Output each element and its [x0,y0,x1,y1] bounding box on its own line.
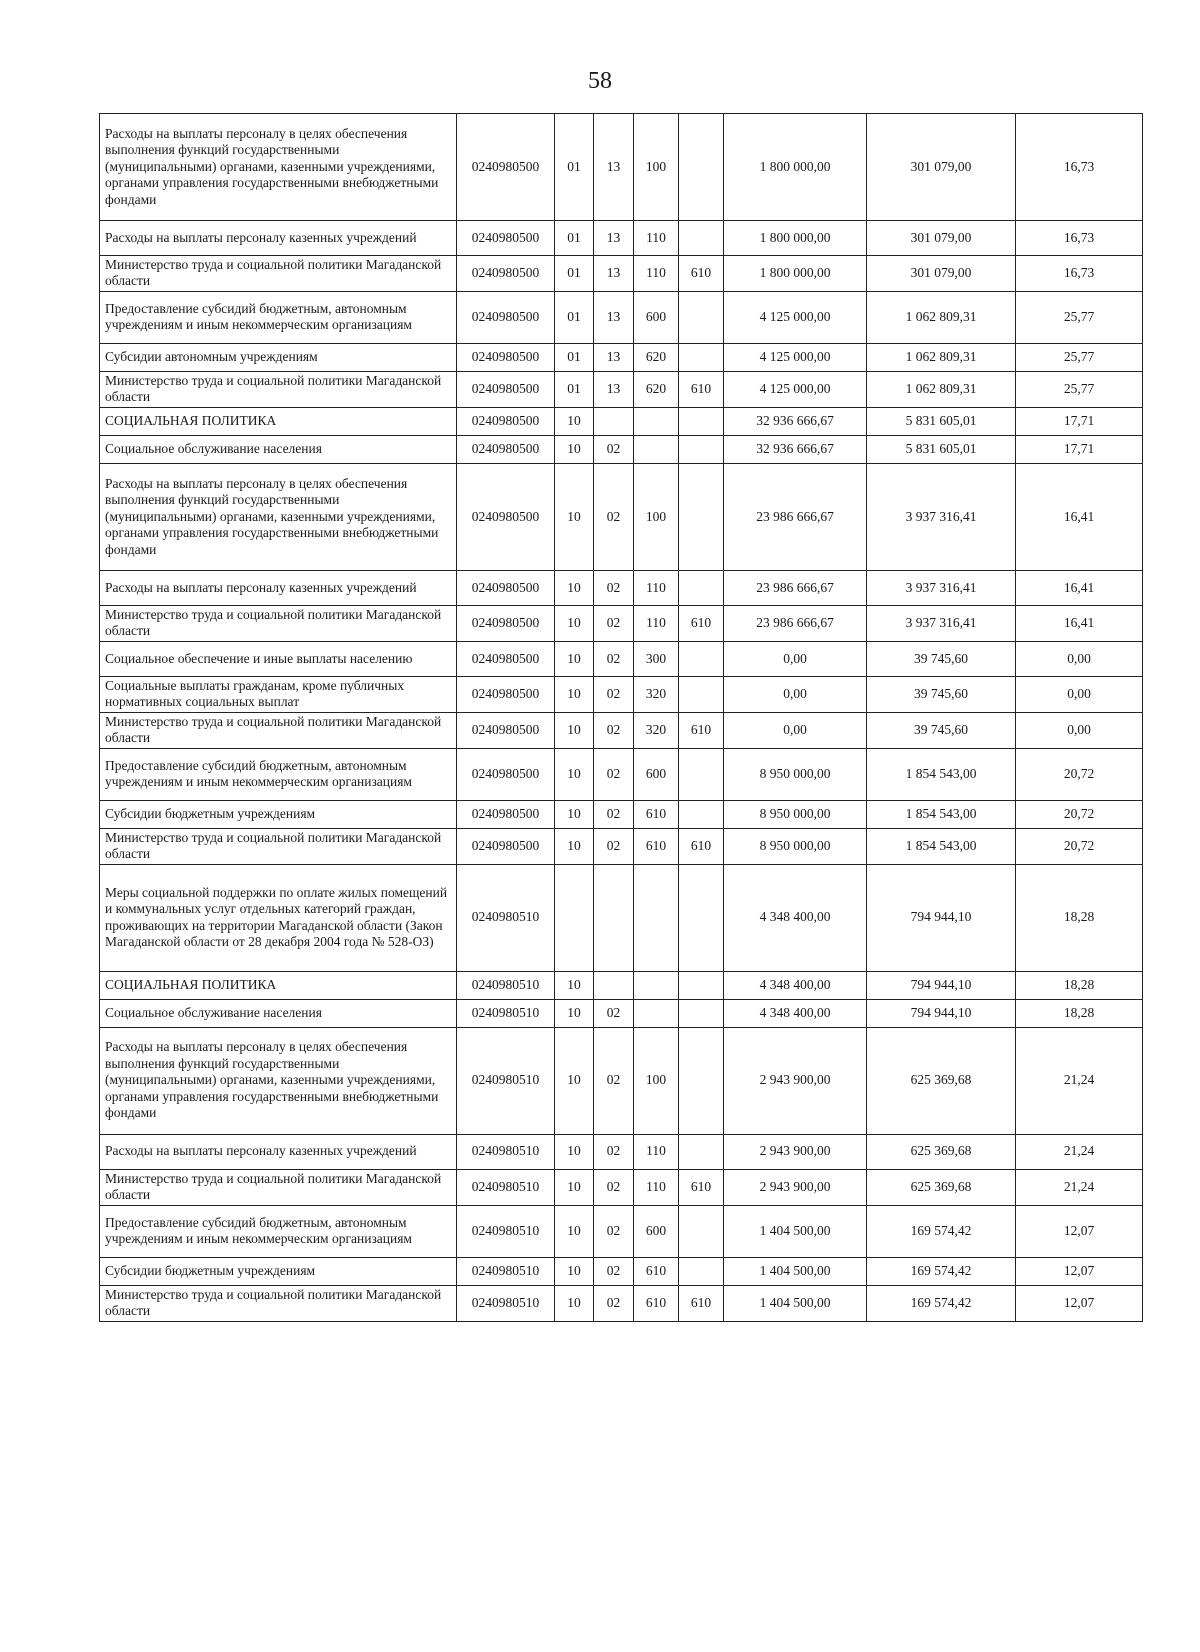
row-name-cell: Расходы на выплаты персоналу в целях обеспечения выполнения функций государственными (муниципальными) органами, казенными учреждениями, органами управления государственными внебюджетными фондами [100,463,457,570]
row-department-cell [679,343,724,371]
row-executed-cell: 301 079,00 [867,256,1016,292]
row-section-cell: 10 [555,435,594,463]
row-department-cell [679,1257,724,1285]
row-csr-cell: 0240980500 [457,435,555,463]
row-section-cell: 10 [555,463,594,570]
row-name-cell: Меры социальной поддержки по оплате жилых помещений и коммунальных услуг отдельных категорий граждан, проживающих на территории Магаданской области (Закон Магаданской области от 28 декабря 2004 года № 528-ОЗ) [100,864,457,971]
row-section-cell [555,864,594,971]
row-section-cell: 10 [555,1134,594,1169]
row-expense-type-cell: 610 [634,828,679,864]
row-name-cell: Социальные выплаты гражданам, кроме публичных нормативных социальных выплат [100,676,457,712]
row-subsection-cell: 02 [594,435,634,463]
row-expense-type-cell: 600 [634,748,679,800]
row-section-cell: 10 [555,800,594,828]
row-department-cell [679,971,724,999]
row-executed-cell: 3 937 316,41 [867,570,1016,605]
row-name-cell: Министерство труда и социальной политики Магаданской области [100,828,457,864]
table-row [100,371,1143,407]
row-plan-cell: 32 936 666,67 [724,407,867,435]
row-executed-cell: 39 745,60 [867,676,1016,712]
row-plan-cell: 8 950 000,00 [724,748,867,800]
table-row [100,999,1143,1027]
row-csr-cell: 0240980500 [457,605,555,641]
row-csr-cell: 0240980510 [457,1285,555,1321]
row-section-cell: 10 [555,570,594,605]
row-department-cell: 610 [679,605,724,641]
row-percent-cell: 16,73 [1016,256,1143,292]
row-executed-cell: 1 854 543,00 [867,800,1016,828]
table-row [100,435,1143,463]
row-subsection-cell: 02 [594,1027,634,1134]
row-name-cell: Министерство труда и социальной политики Магаданской области [100,605,457,641]
table-row [100,676,1143,712]
row-executed-cell: 1 854 543,00 [867,748,1016,800]
row-percent-cell: 0,00 [1016,641,1143,676]
row-percent-cell: 17,71 [1016,435,1143,463]
row-csr-cell: 0240980500 [457,371,555,407]
row-name-cell: Предоставление субсидий бюджетным, автономным учреждениям и иным некоммерческим организациям [100,1205,457,1257]
table-row [100,800,1143,828]
row-percent-cell: 21,24 [1016,1027,1143,1134]
row-section-cell: 10 [555,1027,594,1134]
row-department-cell [679,864,724,971]
row-csr-cell: 0240980510 [457,1169,555,1205]
row-plan-cell: 0,00 [724,641,867,676]
row-section-cell: 10 [555,999,594,1027]
row-percent-cell: 18,28 [1016,864,1143,971]
row-department-cell [679,463,724,570]
row-executed-cell: 3 937 316,41 [867,463,1016,570]
row-department-cell [679,1027,724,1134]
row-subsection-cell: 02 [594,1205,634,1257]
row-csr-cell: 0240980510 [457,1257,555,1285]
row-department-cell [679,999,724,1027]
row-subsection-cell: 13 [594,371,634,407]
row-subsection-cell: 02 [594,828,634,864]
row-percent-cell: 12,07 [1016,1205,1143,1257]
row-section-cell: 10 [555,1169,594,1205]
row-percent-cell: 12,07 [1016,1257,1143,1285]
row-section-cell: 10 [555,748,594,800]
row-subsection-cell: 13 [594,114,634,221]
row-department-cell [679,1134,724,1169]
row-department-cell [679,641,724,676]
row-plan-cell: 1 404 500,00 [724,1257,867,1285]
row-subsection-cell: 02 [594,1285,634,1321]
row-expense-type-cell: 110 [634,256,679,292]
row-csr-cell: 0240980510 [457,999,555,1027]
row-plan-cell: 23 986 666,67 [724,605,867,641]
row-executed-cell: 169 574,42 [867,1257,1016,1285]
row-csr-cell: 0240980510 [457,1027,555,1134]
row-percent-cell: 16,41 [1016,463,1143,570]
row-percent-cell: 21,24 [1016,1134,1143,1169]
row-executed-cell: 794 944,10 [867,971,1016,999]
row-expense-type-cell [634,407,679,435]
table-row [100,605,1143,641]
row-plan-cell: 0,00 [724,712,867,748]
table-row [100,407,1143,435]
row-expense-type-cell: 600 [634,1205,679,1257]
row-section-cell: 01 [555,371,594,407]
row-subsection-cell: 02 [594,1134,634,1169]
table-row [100,256,1143,292]
row-plan-cell: 23 986 666,67 [724,463,867,570]
row-plan-cell: 8 950 000,00 [724,800,867,828]
row-section-cell: 10 [555,712,594,748]
row-department-cell: 610 [679,1169,724,1205]
row-name-cell: Министерство труда и социальной политики Магаданской области [100,712,457,748]
table-row [100,1257,1143,1285]
row-executed-cell: 301 079,00 [867,221,1016,256]
table-row [100,712,1143,748]
row-percent-cell: 16,73 [1016,114,1143,221]
row-name-cell: Расходы на выплаты персоналу казенных учреждений [100,570,457,605]
row-department-cell [679,221,724,256]
row-csr-cell: 0240980500 [457,641,555,676]
row-expense-type-cell [634,999,679,1027]
row-name-cell: Предоставление субсидий бюджетным, автономным учреждениям и иным некоммерческим организациям [100,748,457,800]
row-name-cell: Субсидии бюджетным учреждениям [100,800,457,828]
row-executed-cell: 1 062 809,31 [867,291,1016,343]
row-csr-cell: 0240980500 [457,463,555,570]
row-plan-cell: 4 348 400,00 [724,864,867,971]
table-row [100,864,1143,971]
row-plan-cell: 4 125 000,00 [724,291,867,343]
row-executed-cell: 794 944,10 [867,999,1016,1027]
row-executed-cell: 39 745,60 [867,712,1016,748]
row-expense-type-cell: 610 [634,800,679,828]
row-executed-cell: 301 079,00 [867,114,1016,221]
row-expense-type-cell: 620 [634,343,679,371]
row-department-cell [679,291,724,343]
budget-table [99,113,1143,1322]
row-percent-cell: 20,72 [1016,800,1143,828]
row-name-cell: СОЦИАЛЬНАЯ ПОЛИТИКА [100,971,457,999]
row-executed-cell: 1 062 809,31 [867,371,1016,407]
row-executed-cell: 1 062 809,31 [867,343,1016,371]
table-row [100,1134,1143,1169]
row-plan-cell: 1 404 500,00 [724,1205,867,1257]
row-expense-type-cell: 610 [634,1285,679,1321]
row-subsection-cell: 02 [594,800,634,828]
row-csr-cell: 0240980500 [457,800,555,828]
table-row [100,748,1143,800]
row-percent-cell: 21,24 [1016,1169,1143,1205]
row-expense-type-cell: 100 [634,463,679,570]
row-name-cell: Социальное обслуживание населения [100,435,457,463]
row-subsection-cell: 02 [594,463,634,570]
row-csr-cell: 0240980500 [457,343,555,371]
row-csr-cell: 0240980510 [457,971,555,999]
row-executed-cell: 1 854 543,00 [867,828,1016,864]
row-name-cell: Расходы на выплаты персоналу в целях обеспечения выполнения функций государственными (муниципальными) органами, казенными учреждениями, органами управления государственными внебюджетными фондами [100,114,457,221]
table-row [100,1027,1143,1134]
row-csr-cell: 0240980500 [457,676,555,712]
row-expense-type-cell: 100 [634,1027,679,1134]
row-section-cell: 10 [555,1257,594,1285]
row-name-cell: Расходы на выплаты персоналу казенных учреждений [100,1134,457,1169]
row-csr-cell: 0240980510 [457,1134,555,1169]
row-executed-cell: 5 831 605,01 [867,435,1016,463]
table-row [100,1169,1143,1205]
row-percent-cell: 0,00 [1016,712,1143,748]
table-row [100,1205,1143,1257]
row-department-cell: 610 [679,1285,724,1321]
row-subsection-cell: 02 [594,748,634,800]
row-plan-cell: 1 404 500,00 [724,1285,867,1321]
row-section-cell: 01 [555,291,594,343]
row-plan-cell: 1 800 000,00 [724,221,867,256]
row-subsection-cell: 02 [594,605,634,641]
row-csr-cell: 0240980500 [457,712,555,748]
row-percent-cell: 18,28 [1016,971,1143,999]
row-percent-cell: 20,72 [1016,828,1143,864]
row-department-cell: 610 [679,256,724,292]
row-subsection-cell [594,864,634,971]
row-expense-type-cell: 320 [634,712,679,748]
table-row [100,570,1143,605]
row-section-cell: 10 [555,971,594,999]
row-percent-cell: 20,72 [1016,748,1143,800]
row-executed-cell: 625 369,68 [867,1027,1016,1134]
row-plan-cell: 4 125 000,00 [724,343,867,371]
row-section-cell: 01 [555,114,594,221]
row-csr-cell: 0240980500 [457,114,555,221]
row-plan-cell: 1 800 000,00 [724,256,867,292]
row-department-cell [679,114,724,221]
row-percent-cell: 17,71 [1016,407,1143,435]
row-plan-cell: 1 800 000,00 [724,114,867,221]
row-expense-type-cell: 110 [634,1169,679,1205]
row-csr-cell: 0240980510 [457,1205,555,1257]
row-csr-cell: 0240980500 [457,748,555,800]
row-name-cell: Министерство труда и социальной политики Магаданской области [100,256,457,292]
row-name-cell: Расходы на выплаты персоналу в целях обеспечения выполнения функций государственными (муниципальными) органами, казенными учреждениями, органами управления государственными внебюджетными фондами [100,1027,457,1134]
row-name-cell: Министерство труда и социальной политики Магаданской области [100,1285,457,1321]
row-csr-cell: 0240980500 [457,407,555,435]
row-expense-type-cell: 110 [634,221,679,256]
row-department-cell [679,407,724,435]
row-name-cell: Субсидии автономным учреждениям [100,343,457,371]
row-executed-cell: 625 369,68 [867,1169,1016,1205]
row-plan-cell: 23 986 666,67 [724,570,867,605]
row-plan-cell: 4 125 000,00 [724,371,867,407]
row-csr-cell: 0240980500 [457,221,555,256]
table-row [100,221,1143,256]
row-expense-type-cell: 610 [634,1257,679,1285]
row-expense-type-cell: 300 [634,641,679,676]
row-subsection-cell: 02 [594,641,634,676]
row-section-cell: 10 [555,828,594,864]
row-csr-cell: 0240980500 [457,828,555,864]
row-expense-type-cell: 110 [634,570,679,605]
row-percent-cell: 0,00 [1016,676,1143,712]
row-subsection-cell: 02 [594,999,634,1027]
row-subsection-cell: 13 [594,291,634,343]
row-plan-cell: 4 348 400,00 [724,971,867,999]
row-percent-cell: 16,41 [1016,570,1143,605]
row-subsection-cell: 02 [594,676,634,712]
row-plan-cell: 0,00 [724,676,867,712]
row-percent-cell: 16,41 [1016,605,1143,641]
row-section-cell: 01 [555,221,594,256]
row-subsection-cell: 13 [594,221,634,256]
row-percent-cell: 25,77 [1016,291,1143,343]
row-department-cell [679,800,724,828]
row-plan-cell: 2 943 900,00 [724,1027,867,1134]
row-section-cell: 01 [555,343,594,371]
row-section-cell: 10 [555,676,594,712]
row-percent-cell: 25,77 [1016,371,1143,407]
row-expense-type-cell [634,971,679,999]
row-csr-cell: 0240980500 [457,256,555,292]
row-plan-cell: 2 943 900,00 [724,1134,867,1169]
row-section-cell: 10 [555,1285,594,1321]
row-percent-cell: 16,73 [1016,221,1143,256]
row-subsection-cell: 13 [594,256,634,292]
table-row [100,1285,1143,1321]
table-row [100,641,1143,676]
row-department-cell: 610 [679,828,724,864]
row-subsection-cell: 02 [594,1169,634,1205]
row-expense-type-cell: 600 [634,291,679,343]
row-name-cell: Предоставление субсидий бюджетным, автономным учреждениям и иным некоммерческим организациям [100,291,457,343]
table-row [100,114,1143,221]
row-expense-type-cell [634,864,679,971]
row-department-cell [679,570,724,605]
row-plan-cell: 2 943 900,00 [724,1169,867,1205]
row-executed-cell: 3 937 316,41 [867,605,1016,641]
row-name-cell: Расходы на выплаты персоналу казенных учреждений [100,221,457,256]
row-csr-cell: 0240980510 [457,864,555,971]
row-percent-cell: 25,77 [1016,343,1143,371]
row-percent-cell: 12,07 [1016,1285,1143,1321]
row-executed-cell: 5 831 605,01 [867,407,1016,435]
row-subsection-cell [594,407,634,435]
row-expense-type-cell: 620 [634,371,679,407]
row-subsection-cell: 13 [594,343,634,371]
table-row [100,291,1143,343]
row-department-cell [679,676,724,712]
row-department-cell [679,748,724,800]
row-expense-type-cell [634,435,679,463]
table-row [100,463,1143,570]
row-subsection-cell: 02 [594,1257,634,1285]
row-plan-cell: 32 936 666,67 [724,435,867,463]
row-expense-type-cell: 110 [634,1134,679,1169]
row-executed-cell: 39 745,60 [867,641,1016,676]
row-subsection-cell [594,971,634,999]
row-expense-type-cell: 320 [634,676,679,712]
row-name-cell: Социальное обеспечение и иные выплаты населению [100,641,457,676]
row-expense-type-cell: 110 [634,605,679,641]
row-section-cell: 01 [555,256,594,292]
row-section-cell: 10 [555,407,594,435]
row-executed-cell: 794 944,10 [867,864,1016,971]
row-executed-cell: 169 574,42 [867,1205,1016,1257]
row-section-cell: 10 [555,641,594,676]
row-executed-cell: 625 369,68 [867,1134,1016,1169]
row-csr-cell: 0240980500 [457,570,555,605]
row-department-cell: 610 [679,712,724,748]
row-department-cell [679,435,724,463]
row-name-cell: Министерство труда и социальной политики Магаданской области [100,1169,457,1205]
row-department-cell [679,1205,724,1257]
row-expense-type-cell: 100 [634,114,679,221]
page-number: 58 [588,68,612,94]
table-row [100,971,1143,999]
row-name-cell: СОЦИАЛЬНАЯ ПОЛИТИКА [100,407,457,435]
row-plan-cell: 8 950 000,00 [724,828,867,864]
row-section-cell: 10 [555,1205,594,1257]
row-name-cell: Социальное обслуживание населения [100,999,457,1027]
table-row [100,343,1143,371]
row-name-cell: Министерство труда и социальной политики Магаданской области [100,371,457,407]
row-department-cell: 610 [679,371,724,407]
table-row [100,828,1143,864]
row-csr-cell: 0240980500 [457,291,555,343]
row-subsection-cell: 02 [594,712,634,748]
row-percent-cell: 18,28 [1016,999,1143,1027]
row-executed-cell: 169 574,42 [867,1285,1016,1321]
row-plan-cell: 4 348 400,00 [724,999,867,1027]
row-section-cell: 10 [555,605,594,641]
table-body [100,114,1143,1322]
row-name-cell: Субсидии бюджетным учреждениям [100,1257,457,1285]
row-subsection-cell: 02 [594,570,634,605]
